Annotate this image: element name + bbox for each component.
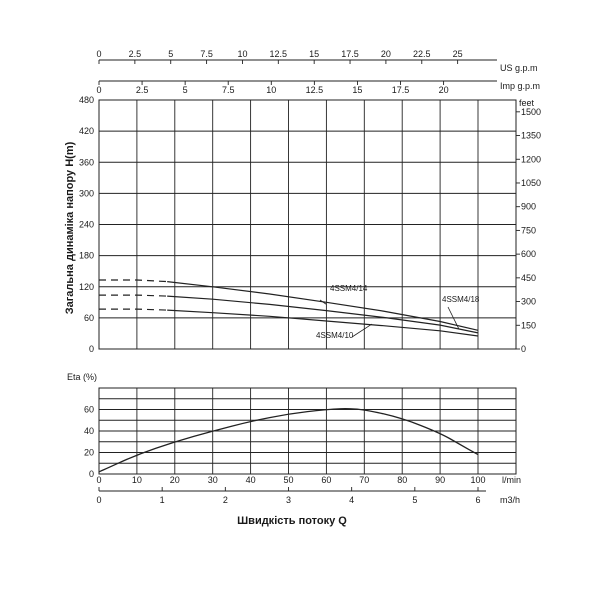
top-axis-us-ticks — [96, 49, 462, 64]
top-axis-us-tick-label: 5 — [168, 49, 174, 59]
head-series-label: 4SSM4/18 — [442, 295, 480, 304]
head-grid — [99, 100, 516, 349]
x-axis-m3h-unit: m3/h — [500, 495, 521, 505]
top-axis-us-tick-label: 17.5 — [341, 49, 359, 59]
x-axis-lpm-tick-label: 10 — [131, 475, 142, 485]
top-axis-imp-tick-label: 0 — [96, 85, 102, 95]
head-curve — [167, 282, 478, 331]
head-y-right-tick-label: 900 — [521, 201, 537, 212]
top-axis-imp-tick-label: 10 — [266, 85, 277, 95]
x-axis-lpm-tick-label: 0 — [96, 475, 102, 485]
head-y-right-tick-label: 750 — [521, 225, 537, 236]
eta-grid — [99, 388, 516, 474]
top-axis-us-tick-label: 0 — [96, 49, 102, 59]
eta-y-axis-label: Eta (%) — [67, 372, 98, 382]
efficiency-chart — [67, 372, 516, 479]
head-y-tick-label: 120 — [78, 281, 94, 292]
eta-y-ticks — [84, 405, 94, 480]
x-axis-m3h-tick-label: 4 — [349, 495, 355, 505]
head-y-right-tick-label: 1050 — [521, 177, 542, 188]
head-y-tick-label: 180 — [78, 250, 94, 261]
head-y-right-tick-label: 1350 — [521, 130, 542, 141]
top-axis-imp-tick-label: 5 — [182, 85, 188, 95]
x-axis-m3h-tick-label: 6 — [475, 495, 481, 505]
eta-y-tick-label: 20 — [83, 447, 94, 458]
top-axis-imp-tick-label: 2.5 — [135, 85, 149, 95]
x-axis-lpm-unit: l/min — [502, 475, 522, 485]
top-axis-us-tick-label: 25 — [452, 49, 463, 59]
x-axis-lpm-tick-label: 20 — [169, 475, 180, 485]
top-axis-us-tick-label: 10 — [237, 49, 248, 59]
head-y-right-tick-label: 0 — [521, 344, 527, 354]
top-axis-imp-label: Imp g.p.m — [500, 81, 541, 91]
head-y-tick-label: 240 — [78, 219, 94, 230]
head-y-right-tick-label: 450 — [521, 272, 537, 283]
x-axis-lpm-tick-label: 100 — [470, 475, 486, 485]
head-curve-dashed — [99, 295, 167, 296]
top-axis-us-label: US g.p.m — [500, 63, 538, 73]
top-axis-us-tick-label: 12.5 — [269, 49, 288, 59]
head-series-label: 4SSM4/10 — [316, 331, 354, 340]
head-y-tick-label: 420 — [78, 126, 94, 137]
eta-y-tick-label: 60 — [83, 404, 94, 415]
x-axis-m3h-tick-label: 2 — [222, 495, 228, 505]
head-y-tick-label: 360 — [78, 157, 94, 168]
top-axis-us-tick-label: 22.5 — [413, 49, 431, 59]
head-y-axis-label: Загальна динаміка напору H(m) — [64, 141, 76, 315]
head-y-right-tick-label: 1500 — [521, 106, 542, 117]
x-axis-lpm-tick-label: 40 — [245, 475, 256, 485]
x-axis-m3h-tick-label: 5 — [412, 495, 418, 505]
head-series-label: 4SSM4/14 — [330, 284, 368, 293]
head-curve-dashed — [99, 309, 167, 310]
eta-y-tick-label: 40 — [83, 426, 94, 436]
head-chart — [64, 95, 541, 354]
x-axis-m3h-ticks — [96, 487, 480, 505]
top-axis-imp-tick-label: 17.5 — [391, 85, 410, 95]
head-series-leader — [352, 324, 372, 337]
head-curve-dashed — [99, 280, 167, 282]
x-axis-lpm-tick-label: 90 — [435, 475, 446, 485]
head-y-ticks-right — [516, 107, 541, 354]
head-y-right-unit: feet — [519, 98, 535, 108]
x-axis-m3h-tick-label: 1 — [159, 495, 165, 505]
x-axis-lpm-tick-label: 50 — [283, 475, 294, 485]
top-axis-imp-tick-label: 20 — [438, 85, 449, 95]
x-axis-title: Швидкість потоку Q — [237, 515, 347, 527]
eta-y-tick-label: 0 — [88, 469, 94, 479]
x-axis-lpm-tick-label: 30 — [207, 475, 218, 485]
top-axes — [96, 49, 540, 95]
x-axis-m3h-tick-label: 0 — [96, 495, 102, 505]
head-y-right-tick-label: 150 — [521, 320, 537, 331]
top-axis-imp-ticks — [96, 81, 448, 95]
head-y-right-tick-label: 1200 — [521, 154, 542, 165]
head-y-right-tick-label: 600 — [521, 249, 537, 260]
x-axis-lpm-ticks — [96, 475, 485, 485]
top-axis-us-tick-label: 2.5 — [128, 49, 142, 59]
x-axis-lpm-tick-label: 80 — [397, 475, 408, 485]
top-axis-us-tick-label: 20 — [380, 49, 391, 59]
head-y-tick-label: 0 — [88, 344, 94, 354]
x-axis-lpm-tick-label: 70 — [359, 475, 370, 485]
head-y-ticks-left — [79, 95, 94, 354]
head-y-tick-label: 480 — [78, 95, 94, 105]
top-axis-imp-tick-label: 7.5 — [221, 85, 235, 95]
bottom-axes — [96, 475, 521, 527]
head-y-tick-label: 60 — [83, 312, 94, 323]
top-axis-us-tick-label: 15 — [309, 49, 320, 59]
head-y-right-tick-label: 300 — [521, 296, 537, 307]
x-axis-m3h-tick-label: 3 — [285, 495, 292, 505]
top-axis-us-tick-label: 7.5 — [200, 49, 213, 59]
top-axis-imp-tick-label: 12.5 — [305, 85, 324, 95]
x-axis-lpm-tick-label: 60 — [321, 475, 332, 485]
top-axis-imp-tick-label: 15 — [352, 85, 363, 95]
head-y-tick-label: 300 — [78, 188, 94, 199]
